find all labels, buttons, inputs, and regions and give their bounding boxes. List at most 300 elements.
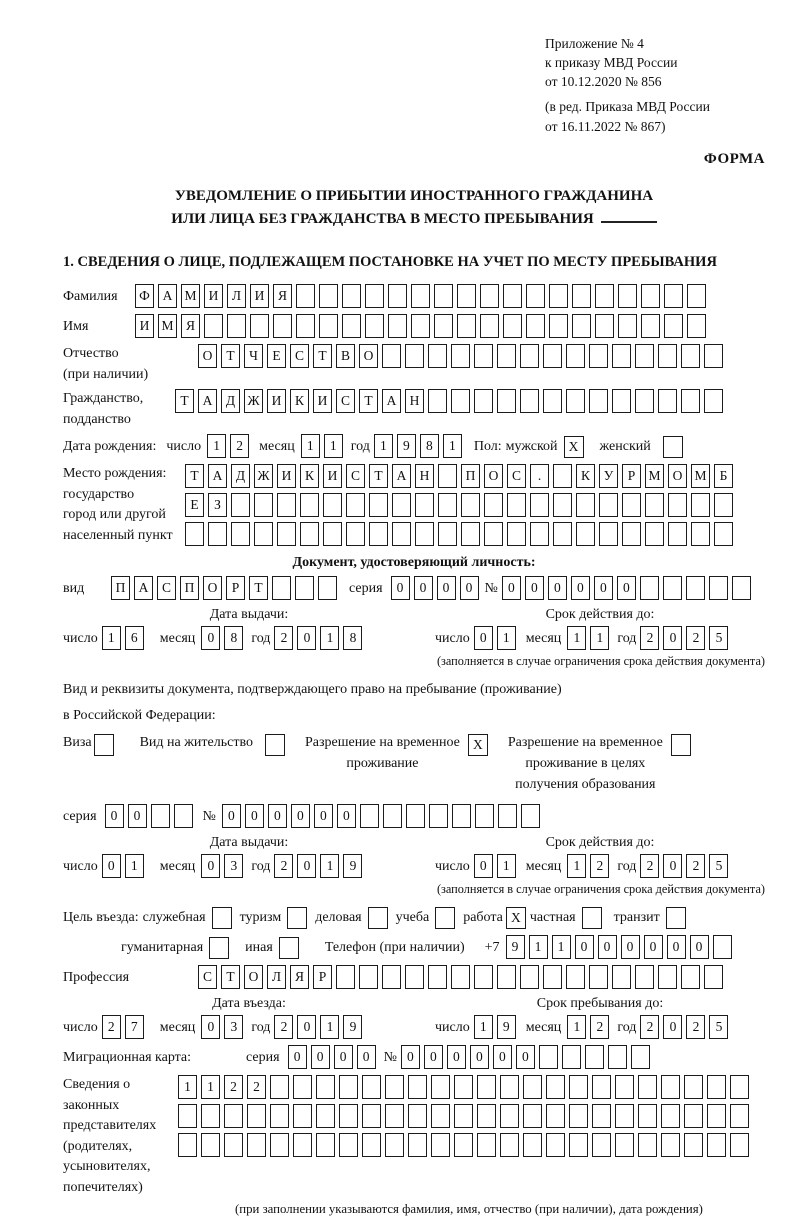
char-cell[interactable] [277, 493, 296, 517]
char-cell[interactable]: 3 [224, 1015, 243, 1039]
char-cell[interactable]: 1 [590, 626, 609, 650]
char-cell[interactable] [704, 389, 723, 413]
char-cell[interactable]: И [135, 314, 154, 338]
char-cell[interactable] [475, 804, 494, 828]
char-cell[interactable] [599, 493, 618, 517]
char-cell[interactable]: Н [405, 389, 424, 413]
char-cell[interactable] [392, 493, 411, 517]
char-cell[interactable]: С [507, 464, 526, 488]
char-cell[interactable]: П [180, 576, 199, 600]
char-cell[interactable] [300, 522, 319, 546]
char-cell[interactable] [454, 1104, 473, 1128]
char-cell[interactable]: 9 [343, 854, 362, 878]
char-cell[interactable]: 0 [314, 804, 333, 828]
char-cell[interactable]: К [300, 464, 319, 488]
char-cell[interactable] [589, 344, 608, 368]
char-cell[interactable] [668, 522, 687, 546]
char-cell[interactable]: 1 [125, 854, 144, 878]
purpose-commercial-checkbox[interactable] [368, 907, 388, 929]
char-cell[interactable] [346, 493, 365, 517]
char-cell[interactable] [618, 284, 637, 308]
char-cell[interactable]: М [158, 314, 177, 338]
char-cell[interactable]: Е [185, 493, 204, 517]
char-cell[interactable]: 1 [567, 854, 586, 878]
char-cell[interactable]: 2 [686, 1015, 705, 1039]
char-cell[interactable]: 2 [274, 854, 293, 878]
char-cell[interactable] [546, 1133, 565, 1157]
char-cell[interactable] [434, 314, 453, 338]
char-cell[interactable]: 0 [268, 804, 287, 828]
char-cell[interactable] [576, 493, 595, 517]
char-cell[interactable]: 0 [128, 804, 147, 828]
char-cell[interactable]: 0 [297, 854, 316, 878]
char-cell[interactable]: 1 [207, 434, 226, 458]
char-cell[interactable]: 0 [357, 1045, 376, 1069]
char-cell[interactable] [546, 1104, 565, 1128]
char-cell[interactable] [461, 493, 480, 517]
char-cell[interactable] [704, 965, 723, 989]
purpose-other-checkbox[interactable] [279, 937, 299, 959]
char-cell[interactable]: 0 [105, 804, 124, 828]
char-cell[interactable] [530, 522, 549, 546]
char-cell[interactable] [451, 344, 470, 368]
char-cell[interactable]: 0 [291, 804, 310, 828]
char-cell[interactable] [405, 965, 424, 989]
char-cell[interactable]: 0 [690, 935, 709, 959]
char-cell[interactable]: 0 [621, 935, 640, 959]
char-cell[interactable] [523, 1075, 542, 1099]
char-cell[interactable] [477, 1104, 496, 1128]
char-cell[interactable]: 0 [102, 854, 121, 878]
char-cell[interactable]: С [346, 464, 365, 488]
char-cell[interactable] [342, 314, 361, 338]
char-cell[interactable]: 2 [224, 1075, 243, 1099]
char-cell[interactable] [585, 1045, 604, 1069]
char-cell[interactable] [457, 284, 476, 308]
char-cell[interactable] [638, 1104, 657, 1128]
char-cell[interactable] [270, 1104, 289, 1128]
char-cell[interactable] [572, 314, 591, 338]
char-cell[interactable] [658, 389, 677, 413]
char-cell[interactable]: Р [313, 965, 332, 989]
char-cell[interactable]: Л [267, 965, 286, 989]
char-cell[interactable] [497, 965, 516, 989]
char-cell[interactable] [250, 314, 269, 338]
char-cell[interactable]: Т [221, 344, 240, 368]
char-cell[interactable]: Я [273, 284, 292, 308]
char-cell[interactable]: 1 [443, 434, 462, 458]
char-cell[interactable] [360, 804, 379, 828]
char-cell[interactable]: 0 [414, 576, 433, 600]
char-cell[interactable] [521, 804, 540, 828]
char-cell[interactable] [408, 1104, 427, 1128]
char-cell[interactable]: О [359, 344, 378, 368]
char-cell[interactable] [539, 1045, 558, 1069]
char-cell[interactable]: 1 [324, 434, 343, 458]
char-cell[interactable]: 0 [548, 576, 567, 600]
char-cell[interactable]: 1 [497, 626, 516, 650]
char-cell[interactable] [592, 1133, 611, 1157]
char-cell[interactable] [323, 522, 342, 546]
char-cell[interactable] [503, 314, 522, 338]
char-cell[interactable] [382, 344, 401, 368]
char-cell[interactable]: Ж [244, 389, 263, 413]
char-cell[interactable] [318, 576, 337, 600]
char-cell[interactable] [523, 1133, 542, 1157]
purpose-business-checkbox[interactable] [212, 907, 232, 929]
char-cell[interactable]: 3 [224, 854, 243, 878]
char-cell[interactable] [174, 804, 193, 828]
char-cell[interactable]: Р [622, 464, 641, 488]
char-cell[interactable]: 7 [125, 1015, 144, 1039]
char-cell[interactable]: 1 [178, 1075, 197, 1099]
char-cell[interactable] [553, 522, 572, 546]
char-cell[interactable]: Т [175, 389, 194, 413]
char-cell[interactable] [316, 1104, 335, 1128]
char-cell[interactable] [684, 1104, 703, 1128]
char-cell[interactable] [451, 389, 470, 413]
char-cell[interactable] [270, 1133, 289, 1157]
char-cell[interactable]: И [323, 464, 342, 488]
char-cell[interactable]: П [461, 464, 480, 488]
char-cell[interactable]: Я [290, 965, 309, 989]
char-cell[interactable] [247, 1133, 266, 1157]
purpose-study-checkbox[interactable] [435, 907, 455, 929]
char-cell[interactable]: 5 [709, 854, 728, 878]
char-cell[interactable] [273, 314, 292, 338]
char-cell[interactable] [714, 493, 733, 517]
char-cell[interactable] [569, 1133, 588, 1157]
char-cell[interactable]: 0 [297, 626, 316, 650]
char-cell[interactable]: 0 [474, 626, 493, 650]
char-cell[interactable]: 0 [617, 576, 636, 600]
char-cell[interactable] [599, 522, 618, 546]
char-cell[interactable] [608, 1045, 627, 1069]
char-cell[interactable] [438, 464, 457, 488]
char-cell[interactable] [369, 493, 388, 517]
char-cell[interactable] [480, 284, 499, 308]
char-cell[interactable] [658, 965, 677, 989]
char-cell[interactable] [684, 1133, 703, 1157]
char-cell[interactable]: А [382, 389, 401, 413]
char-cell[interactable] [431, 1075, 450, 1099]
char-cell[interactable] [362, 1104, 381, 1128]
char-cell[interactable]: 0 [474, 854, 493, 878]
char-cell[interactable]: 0 [201, 626, 220, 650]
char-cell[interactable]: У [599, 464, 618, 488]
char-cell[interactable] [569, 1104, 588, 1128]
char-cell[interactable] [365, 314, 384, 338]
char-cell[interactable] [272, 576, 291, 600]
char-cell[interactable] [612, 389, 631, 413]
char-cell[interactable] [293, 1075, 312, 1099]
char-cell[interactable]: 5 [709, 626, 728, 650]
char-cell[interactable]: А [158, 284, 177, 308]
char-cell[interactable]: Т [369, 464, 388, 488]
visa-checkbox[interactable] [94, 734, 114, 756]
char-cell[interactable] [664, 284, 683, 308]
char-cell[interactable]: 2 [274, 626, 293, 650]
char-cell[interactable]: Д [221, 389, 240, 413]
char-cell[interactable] [631, 1045, 650, 1069]
char-cell[interactable]: Т [221, 965, 240, 989]
char-cell[interactable] [507, 522, 526, 546]
char-cell[interactable] [201, 1104, 220, 1128]
char-cell[interactable] [562, 1045, 581, 1069]
char-cell[interactable] [549, 284, 568, 308]
char-cell[interactable] [438, 493, 457, 517]
char-cell[interactable] [709, 576, 728, 600]
char-cell[interactable]: Я [181, 314, 200, 338]
char-cell[interactable] [484, 493, 503, 517]
char-cell[interactable]: Р [226, 576, 245, 600]
char-cell[interactable]: 0 [516, 1045, 535, 1069]
char-cell[interactable] [231, 522, 250, 546]
char-cell[interactable] [277, 522, 296, 546]
char-cell[interactable]: 2 [247, 1075, 266, 1099]
char-cell[interactable] [595, 314, 614, 338]
char-cell[interactable] [684, 1075, 703, 1099]
char-cell[interactable] [543, 389, 562, 413]
char-cell[interactable] [572, 284, 591, 308]
char-cell[interactable]: Т [185, 464, 204, 488]
char-cell[interactable] [382, 965, 401, 989]
char-cell[interactable] [664, 314, 683, 338]
char-cell[interactable]: 0 [502, 576, 521, 600]
purpose-humanitarian-checkbox[interactable] [209, 937, 229, 959]
char-cell[interactable]: 1 [320, 854, 339, 878]
char-cell[interactable] [452, 804, 471, 828]
char-cell[interactable] [730, 1133, 749, 1157]
char-cell[interactable] [707, 1075, 726, 1099]
char-cell[interactable] [500, 1104, 519, 1128]
char-cell[interactable] [247, 1104, 266, 1128]
temp-residence-checkbox[interactable]: X [468, 734, 488, 756]
char-cell[interactable] [618, 314, 637, 338]
char-cell[interactable]: 9 [343, 1015, 362, 1039]
char-cell[interactable] [385, 1104, 404, 1128]
char-cell[interactable]: 1 [567, 1015, 586, 1039]
char-cell[interactable]: 2 [590, 1015, 609, 1039]
char-cell[interactable]: И [267, 389, 286, 413]
char-cell[interactable] [549, 314, 568, 338]
char-cell[interactable] [408, 1075, 427, 1099]
char-cell[interactable] [231, 493, 250, 517]
char-cell[interactable] [477, 1133, 496, 1157]
char-cell[interactable]: 0 [663, 626, 682, 650]
char-cell[interactable]: Т [249, 576, 268, 600]
char-cell[interactable] [178, 1104, 197, 1128]
char-cell[interactable]: Ч [244, 344, 263, 368]
char-cell[interactable]: О [484, 464, 503, 488]
char-cell[interactable] [227, 314, 246, 338]
char-cell[interactable] [691, 493, 710, 517]
char-cell[interactable] [713, 935, 732, 959]
char-cell[interactable]: 0 [663, 1015, 682, 1039]
char-cell[interactable]: А [392, 464, 411, 488]
char-cell[interactable] [300, 493, 319, 517]
char-cell[interactable] [497, 344, 516, 368]
char-cell[interactable] [663, 576, 682, 600]
char-cell[interactable] [687, 314, 706, 338]
char-cell[interactable]: Б [714, 464, 733, 488]
char-cell[interactable] [201, 1133, 220, 1157]
char-cell[interactable] [339, 1075, 358, 1099]
char-cell[interactable] [316, 1075, 335, 1099]
char-cell[interactable] [704, 344, 723, 368]
char-cell[interactable] [595, 284, 614, 308]
char-cell[interactable]: 0 [401, 1045, 420, 1069]
char-cell[interactable] [612, 965, 631, 989]
char-cell[interactable] [405, 344, 424, 368]
char-cell[interactable] [431, 1133, 450, 1157]
char-cell[interactable]: 0 [288, 1045, 307, 1069]
char-cell[interactable] [638, 1075, 657, 1099]
char-cell[interactable] [640, 576, 659, 600]
char-cell[interactable] [428, 389, 447, 413]
char-cell[interactable] [500, 1133, 519, 1157]
char-cell[interactable] [316, 1133, 335, 1157]
char-cell[interactable]: К [290, 389, 309, 413]
char-cell[interactable] [434, 284, 453, 308]
char-cell[interactable]: Т [359, 389, 378, 413]
char-cell[interactable] [730, 1104, 749, 1128]
char-cell[interactable] [543, 965, 562, 989]
char-cell[interactable]: М [691, 464, 710, 488]
char-cell[interactable] [592, 1075, 611, 1099]
char-cell[interactable] [589, 389, 608, 413]
sex-female-checkbox[interactable] [663, 436, 683, 458]
char-cell[interactable]: О [244, 965, 263, 989]
char-cell[interactable] [293, 1133, 312, 1157]
char-cell[interactable]: М [645, 464, 664, 488]
char-cell[interactable] [270, 1075, 289, 1099]
char-cell[interactable]: А [198, 389, 217, 413]
char-cell[interactable]: 2 [102, 1015, 121, 1039]
char-cell[interactable]: 0 [391, 576, 410, 600]
char-cell[interactable] [638, 1133, 657, 1157]
char-cell[interactable] [477, 1075, 496, 1099]
char-cell[interactable] [569, 1075, 588, 1099]
char-cell[interactable] [520, 965, 539, 989]
char-cell[interactable] [415, 493, 434, 517]
char-cell[interactable]: 0 [447, 1045, 466, 1069]
char-cell[interactable] [589, 965, 608, 989]
char-cell[interactable] [658, 344, 677, 368]
char-cell[interactable]: А [208, 464, 227, 488]
purpose-work-checkbox[interactable]: X [506, 907, 526, 929]
char-cell[interactable] [362, 1133, 381, 1157]
char-cell[interactable] [254, 522, 273, 546]
char-cell[interactable] [392, 522, 411, 546]
char-cell[interactable]: С [290, 344, 309, 368]
char-cell[interactable] [461, 522, 480, 546]
char-cell[interactable] [530, 493, 549, 517]
char-cell[interactable]: З [208, 493, 227, 517]
char-cell[interactable] [438, 522, 457, 546]
char-cell[interactable] [346, 522, 365, 546]
char-cell[interactable] [615, 1075, 634, 1099]
char-cell[interactable]: 1 [567, 626, 586, 650]
char-cell[interactable]: 2 [640, 854, 659, 878]
char-cell[interactable]: 2 [686, 854, 705, 878]
char-cell[interactable] [480, 314, 499, 338]
char-cell[interactable]: 0 [598, 935, 617, 959]
char-cell[interactable]: 0 [437, 576, 456, 600]
char-cell[interactable]: 0 [644, 935, 663, 959]
char-cell[interactable] [385, 1133, 404, 1157]
char-cell[interactable] [707, 1104, 726, 1128]
char-cell[interactable]: 6 [125, 626, 144, 650]
char-cell[interactable]: И [313, 389, 332, 413]
char-cell[interactable] [385, 1075, 404, 1099]
char-cell[interactable]: 0 [460, 576, 479, 600]
char-cell[interactable] [323, 493, 342, 517]
char-cell[interactable] [293, 1104, 312, 1128]
char-cell[interactable]: 8 [343, 626, 362, 650]
char-cell[interactable] [668, 493, 687, 517]
char-cell[interactable] [411, 314, 430, 338]
char-cell[interactable] [359, 965, 378, 989]
char-cell[interactable] [474, 344, 493, 368]
char-cell[interactable] [454, 1075, 473, 1099]
char-cell[interactable] [714, 522, 733, 546]
char-cell[interactable]: 2 [640, 1015, 659, 1039]
char-cell[interactable]: Ф [135, 284, 154, 308]
char-cell[interactable]: П [111, 576, 130, 600]
char-cell[interactable] [408, 1133, 427, 1157]
char-cell[interactable] [406, 804, 425, 828]
char-cell[interactable] [615, 1104, 634, 1128]
char-cell[interactable] [429, 804, 448, 828]
char-cell[interactable] [681, 389, 700, 413]
char-cell[interactable]: 0 [334, 1045, 353, 1069]
char-cell[interactable]: 0 [525, 576, 544, 600]
char-cell[interactable] [523, 1104, 542, 1128]
char-cell[interactable]: 0 [201, 1015, 220, 1039]
char-cell[interactable]: 1 [497, 854, 516, 878]
char-cell[interactable]: 5 [709, 1015, 728, 1039]
char-cell[interactable]: М [181, 284, 200, 308]
char-cell[interactable] [319, 284, 338, 308]
char-cell[interactable] [612, 344, 631, 368]
char-cell[interactable]: 0 [663, 854, 682, 878]
char-cell[interactable]: Е [267, 344, 286, 368]
char-cell[interactable] [369, 522, 388, 546]
char-cell[interactable]: 1 [552, 935, 571, 959]
char-cell[interactable] [566, 965, 585, 989]
char-cell[interactable] [484, 522, 503, 546]
char-cell[interactable] [383, 804, 402, 828]
char-cell[interactable]: О [198, 344, 217, 368]
char-cell[interactable] [497, 389, 516, 413]
char-cell[interactable]: 0 [311, 1045, 330, 1069]
char-cell[interactable]: Л [227, 284, 246, 308]
char-cell[interactable]: 0 [337, 804, 356, 828]
char-cell[interactable] [635, 344, 654, 368]
char-cell[interactable] [296, 284, 315, 308]
char-cell[interactable] [622, 522, 641, 546]
char-cell[interactable] [732, 576, 751, 600]
char-cell[interactable] [319, 314, 338, 338]
char-cell[interactable]: 1 [301, 434, 320, 458]
char-cell[interactable]: 1 [320, 1015, 339, 1039]
char-cell[interactable] [451, 965, 470, 989]
char-cell[interactable] [507, 493, 526, 517]
char-cell[interactable] [687, 284, 706, 308]
char-cell[interactable] [681, 344, 700, 368]
char-cell[interactable]: Т [313, 344, 332, 368]
